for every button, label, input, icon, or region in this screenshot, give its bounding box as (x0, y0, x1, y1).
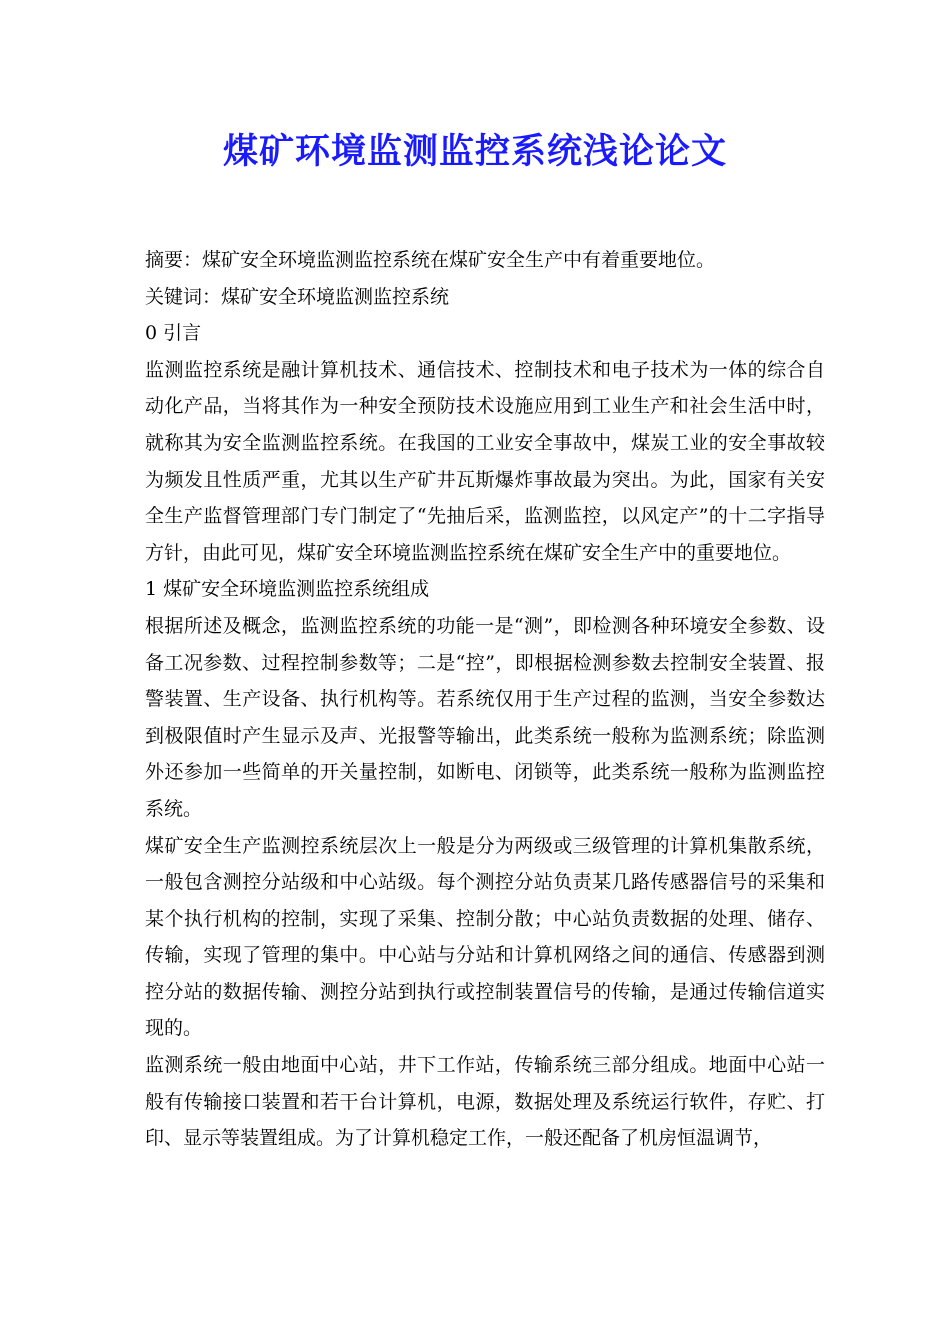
document-body (145, 242, 825, 1157)
body-paragraph: 根据所述及概念，监测监控系统的功能一是“测”，即检测各种环境安全参数、设备工况参数、过程控制参数等；二是“控”，即根据检测参数去控制安全装置、报警装置、生产设备、执行机构等。若系统仅用于生产过程的监测，当安全参数达到极限值时产生显示及声、光报警等输出，此类系统一般称为监测系统；除监测外还参加一些简单的开关量控制，如断电、闭锁等，此类系统一般称为监测监控系统。 (145, 614, 825, 820)
body-paragraph: 监测系统一般由地面中心站，井下工作站，传输系统三部分组成。地面中心站一般有传输接口装置和若干台计算机，电源，数据处理及系统运行软件，存贮、打印、显示等装置组成。为了计算机稳定工作，一般还配备了机房恒温调节， (145, 1054, 825, 1150)
document-title: 煤矿环境监测监控系统浅论论文 (222, 132, 727, 172)
keywords-paragraph: 关键词：煤矿安全环境监测监控系统 (145, 285, 450, 308)
body-paragraph: 煤矿安全生产监测控系统层次上一般是分为两级或三级管理的计算机集散系统，一般包含测控分站级和中心站级。每个测控分站负责某几路传感器信号的采集和某个执行机构的控制，实现了采集、控制分散；中心站负责数据的处理、储存、传输，实现了管理的集中。中心站与分站和计算机网络之间的通信、传感器到测控分站的数据传输、测控分站到执行或控制装置信号的传输，是通过传输信道实现的。 (145, 834, 825, 1040)
section-heading-system-composition: 1 煤矿安全环境监测监控系统组成 (145, 578, 430, 601)
section-heading-introduction: 0 引言 (145, 322, 202, 345)
abstract-paragraph: 摘要：煤矿安全环境监测监控系统在煤矿安全生产中有着重要地位。 (145, 249, 716, 271)
body-paragraph: 监测监控系统是融计算机技术、通信技术、控制技术和电子技术为一体的综合自动化产品，当将其作为一种安全预防技术设施应用到工业生产和社会生活中时，就称其为安全监测监控系统。在我国的工业安全事故中，煤炭工业的安全事故较为频发且性质严重，尤其以生产矿井瓦斯爆炸事故最为突出。为此，国家有关安全生产监督管理部门专门制定了“先抽后采，监测监控，以风定产”的十二字指导方针，由此可见，煤矿安全环境监测监控系统在煤矿安全生产中的重要地位。 (145, 358, 825, 564)
